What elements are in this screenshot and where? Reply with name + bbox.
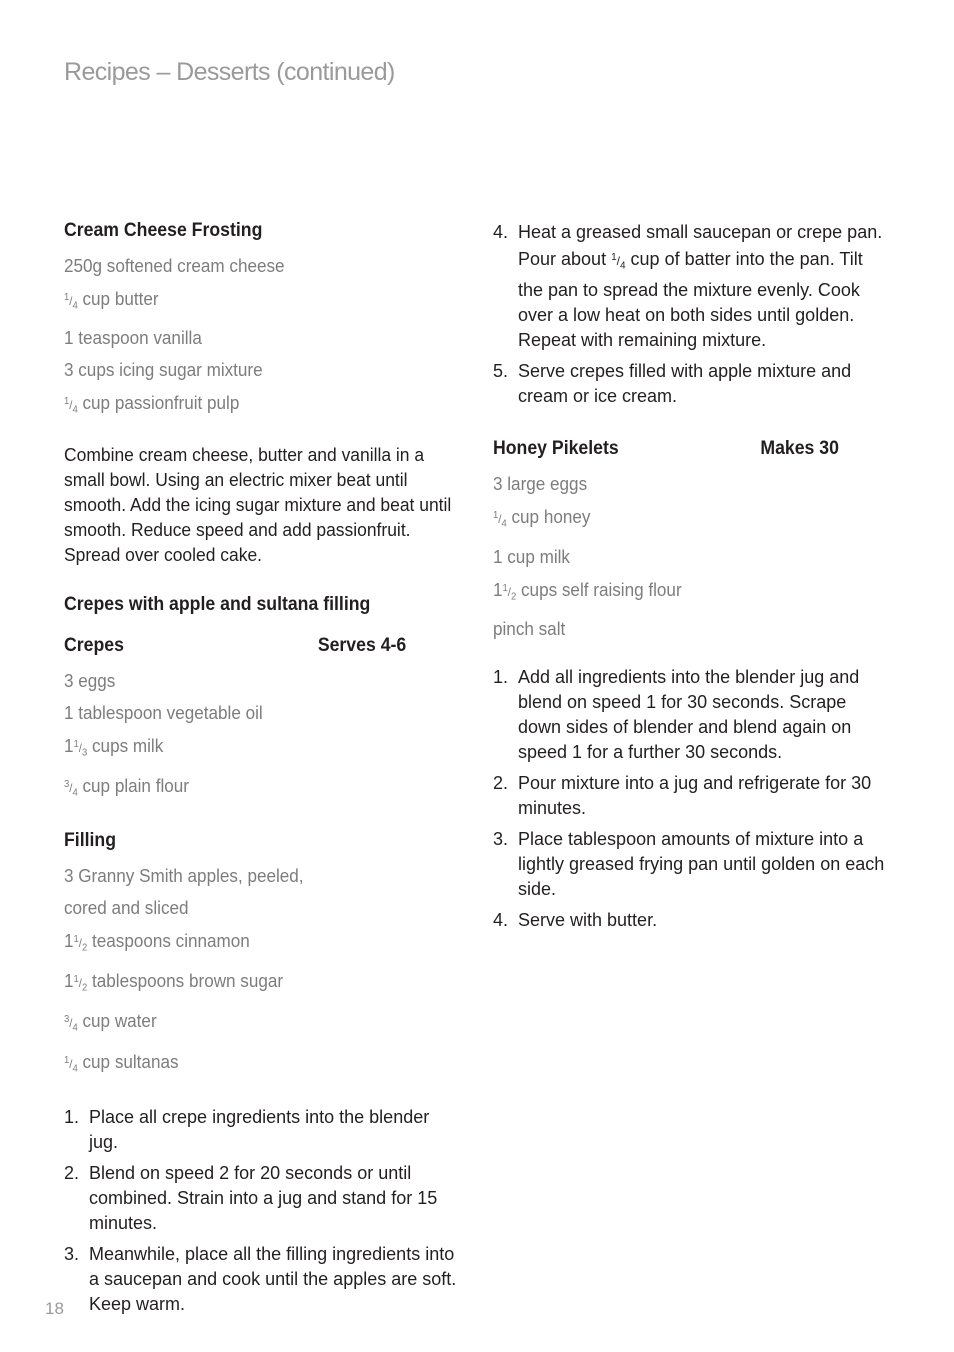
pikelets-title-text: Honey Pikelets bbox=[493, 438, 619, 460]
ingredient-text: 1 cup milk bbox=[493, 546, 570, 567]
step-text-part: Add all ingredients into the blender jug and blend on speed 1 for 30 seconds. Scrape down sides of blender and blend again on speed 1 for a further 30 seconds. bbox=[518, 667, 860, 763]
step-text-part: cup of batter into the pan. Tilt the pan to spread the mixture evenly. Cook over a low heat on both sides until golden. Repeat with remaining mixture. bbox=[518, 249, 863, 351]
crepes-heading bbox=[64, 633, 434, 658]
ingredient-item bbox=[64, 354, 442, 386]
crepe-ingredients bbox=[64, 665, 462, 810]
ingredient-item bbox=[493, 500, 871, 540]
step-item bbox=[493, 359, 891, 409]
fraction-denominator: 2 bbox=[510, 591, 517, 603]
step-text-part: Place all crepe ingredients into the blender jug. bbox=[89, 1107, 430, 1153]
fraction-numerator: 1 bbox=[64, 396, 70, 408]
step-item bbox=[493, 771, 891, 821]
ingredient-text: tablespoons brown sugar bbox=[87, 970, 284, 991]
frosting-ingredients bbox=[64, 250, 462, 427]
crepes-heading-text: Crepes bbox=[64, 634, 124, 656]
ingredient-text: cored and sliced bbox=[64, 897, 189, 918]
fraction-denominator: 4 bbox=[501, 518, 507, 530]
step-item bbox=[493, 665, 891, 765]
ingredient-item bbox=[64, 1004, 442, 1044]
ingredient-text: cup water bbox=[77, 1011, 157, 1032]
ingredient-text: 3 large eggs bbox=[493, 474, 588, 495]
fraction-denominator: 2 bbox=[81, 982, 88, 994]
step-text-part: Serve crepes filled with apple mixture and cream or ice cream. bbox=[518, 361, 852, 407]
step-text bbox=[518, 220, 891, 353]
crepe-steps-left bbox=[64, 1105, 462, 1317]
step-item bbox=[493, 827, 891, 902]
step-text bbox=[518, 665, 891, 765]
ingredient-fraction: $^1/_3$ bbox=[73, 738, 88, 759]
ingredient-text: 250g softened cream cheese bbox=[64, 256, 285, 276]
frosting-title bbox=[64, 218, 434, 243]
fraction-numerator: 1 bbox=[64, 1054, 70, 1066]
ingredient-text: 1 tablespoon vegetable oil bbox=[64, 702, 263, 723]
ingredient-text: 3 Granny Smith apples, peeled, bbox=[64, 865, 304, 886]
ingredient-item bbox=[493, 573, 871, 613]
fraction-denominator: 4 bbox=[619, 260, 626, 272]
serves-label: Serves 4-6 bbox=[317, 634, 407, 656]
step-text-part: Serve with butter. bbox=[518, 910, 658, 931]
step-text bbox=[89, 1242, 462, 1317]
ingredient-whole: 1 bbox=[64, 930, 74, 951]
step-text-part: Heat a greased small saucepan or crepe pan. Pour about bbox=[518, 222, 883, 269]
step-number: 3. bbox=[493, 829, 509, 850]
filling-heading-text: Filling bbox=[64, 829, 117, 851]
ingredient-text: cup sultanas bbox=[77, 1051, 179, 1072]
ingredient-item bbox=[493, 613, 871, 645]
ingredient-text: cup passionfruit pulp bbox=[77, 393, 240, 414]
fraction-denominator: 2 bbox=[81, 941, 88, 953]
ingredient-whole: 1 bbox=[64, 970, 74, 991]
ingredient-text: 3 eggs bbox=[64, 670, 116, 691]
makes-label: Makes 30 bbox=[760, 438, 839, 460]
ingredient-whole: 1 bbox=[64, 735, 74, 756]
ingredient-item bbox=[64, 1045, 442, 1085]
fraction-numerator: 1 bbox=[73, 933, 79, 945]
step-number: 3. bbox=[64, 1244, 80, 1265]
filling-heading bbox=[64, 828, 434, 853]
right-column bbox=[493, 218, 891, 939]
ingredient-item bbox=[64, 924, 442, 964]
fraction-numerator: 1 bbox=[502, 582, 508, 594]
frosting-method: Combine cream cheese, butter and vanilla in a small bowl. Using an electric mixer beat until smooth. Add the icing sugar mixture and beat until smooth. Reduce speed and add passionfruit. Spread over cooled cake. bbox=[64, 444, 452, 565]
step-text bbox=[89, 1161, 462, 1236]
fraction-denominator: 4 bbox=[72, 1063, 78, 1075]
ingredient-text: cup honey bbox=[506, 507, 591, 528]
step-number: 4. bbox=[493, 910, 509, 931]
ingredient-item bbox=[64, 697, 442, 729]
ingredient-item bbox=[64, 892, 442, 924]
fraction-denominator: 4 bbox=[72, 404, 78, 416]
filling-ingredients bbox=[64, 860, 462, 1086]
fraction-numerator: 1 bbox=[73, 738, 79, 750]
pikelets-ingredients bbox=[493, 468, 891, 645]
fraction-denominator: 4 bbox=[72, 1022, 78, 1034]
ingredient-item bbox=[64, 250, 442, 282]
page-number: 18 bbox=[45, 1299, 64, 1318]
step-text-part: Blend on speed 2 for 20 seconds or until combined. Strain into a jug and stand for 15 minutes. bbox=[89, 1163, 438, 1234]
step-text-part: Place tablespoon amounts of mixture into a lightly greased frying pan until golden on each side. bbox=[518, 829, 885, 900]
ingredient-fraction: $^1/_2$ bbox=[502, 582, 517, 603]
pikelets-steps bbox=[493, 665, 891, 933]
ingredient-text: cup butter bbox=[77, 289, 159, 309]
ingredient-item bbox=[64, 769, 442, 809]
ingredient-fraction: $^1/_2$ bbox=[73, 933, 88, 953]
step-text bbox=[518, 908, 891, 933]
crepe-steps-right bbox=[493, 220, 891, 409]
fraction-numerator: 1 bbox=[73, 973, 79, 985]
left-column bbox=[64, 218, 462, 1323]
crepes-recipe-title bbox=[64, 592, 434, 617]
fraction-numerator: 3 bbox=[64, 779, 70, 791]
step-fraction: $^1/_4$ bbox=[611, 252, 626, 272]
step-text-part: Meanwhile, place all the filling ingredients into a saucepan and cook until the apples are soft. Keep warm. bbox=[89, 1244, 457, 1315]
ingredient-fraction: $^3/_4$ bbox=[64, 779, 78, 799]
ingredient-whole: 1 bbox=[493, 579, 503, 600]
step-number: 2. bbox=[493, 773, 509, 794]
step-text bbox=[518, 771, 891, 821]
step-text bbox=[89, 1105, 462, 1155]
ingredient-text: pinch salt bbox=[493, 619, 566, 640]
ingredient-item bbox=[64, 282, 442, 322]
ingredient-text: teaspoons cinnamon bbox=[87, 930, 250, 951]
ingredient-text: cups milk bbox=[87, 735, 164, 756]
ingredient-fraction: $^1/_4$ bbox=[493, 510, 507, 530]
fraction-numerator: 1 bbox=[64, 292, 70, 303]
ingredient-text: 3 cups icing sugar mixture bbox=[64, 360, 263, 381]
ingredient-item bbox=[64, 665, 442, 697]
ingredient-text: cups self raising flour bbox=[516, 579, 682, 600]
fraction-numerator: 1 bbox=[611, 252, 617, 263]
ingredient-item bbox=[64, 386, 442, 426]
fraction-denominator: 4 bbox=[72, 300, 78, 312]
pikelets-heading bbox=[493, 436, 863, 461]
fraction-denominator: 3 bbox=[81, 747, 88, 759]
step-text-part: Pour mixture into a jug and refrigerate for 30 minutes. bbox=[518, 773, 872, 819]
crepes-recipe-title-text: Crepes with apple and sultana filling bbox=[64, 593, 371, 615]
step-text bbox=[518, 827, 891, 902]
step-item bbox=[493, 220, 891, 353]
step-number: 1. bbox=[64, 1107, 80, 1128]
ingredient-text: 1 teaspoon vanilla bbox=[64, 328, 202, 349]
step-number: 4. bbox=[493, 222, 509, 242]
ingredient-fraction: $^1/_4$ bbox=[64, 1054, 78, 1075]
ingredient-fraction: $^1/_4$ bbox=[64, 396, 78, 416]
step-item bbox=[64, 1161, 462, 1236]
ingredient-item bbox=[493, 541, 871, 573]
ingredient-fraction: $^3/_4$ bbox=[64, 1014, 78, 1034]
step-number: 1. bbox=[493, 667, 509, 688]
fraction-numerator: 1 bbox=[493, 510, 499, 522]
ingredient-item bbox=[64, 322, 442, 354]
ingredient-item bbox=[64, 729, 442, 769]
ingredient-item bbox=[493, 468, 871, 500]
ingredient-item bbox=[64, 860, 442, 892]
page-title: Recipes – Desserts (continued) bbox=[64, 58, 395, 86]
fraction-denominator: 4 bbox=[72, 787, 78, 799]
fraction-numerator: 3 bbox=[64, 1014, 70, 1026]
ingredient-item bbox=[64, 964, 442, 1004]
step-number: 5. bbox=[493, 361, 509, 382]
step-item bbox=[493, 908, 891, 933]
frosting-title-text: Cream Cheese Frosting bbox=[64, 220, 263, 241]
ingredient-text: cup plain flour bbox=[77, 776, 189, 797]
step-text bbox=[518, 359, 891, 409]
ingredient-fraction: $^1/_2$ bbox=[73, 973, 88, 994]
step-item bbox=[64, 1105, 462, 1155]
ingredient-fraction: $^1/_4$ bbox=[64, 292, 78, 312]
step-item bbox=[64, 1242, 462, 1317]
step-number: 2. bbox=[64, 1163, 80, 1184]
